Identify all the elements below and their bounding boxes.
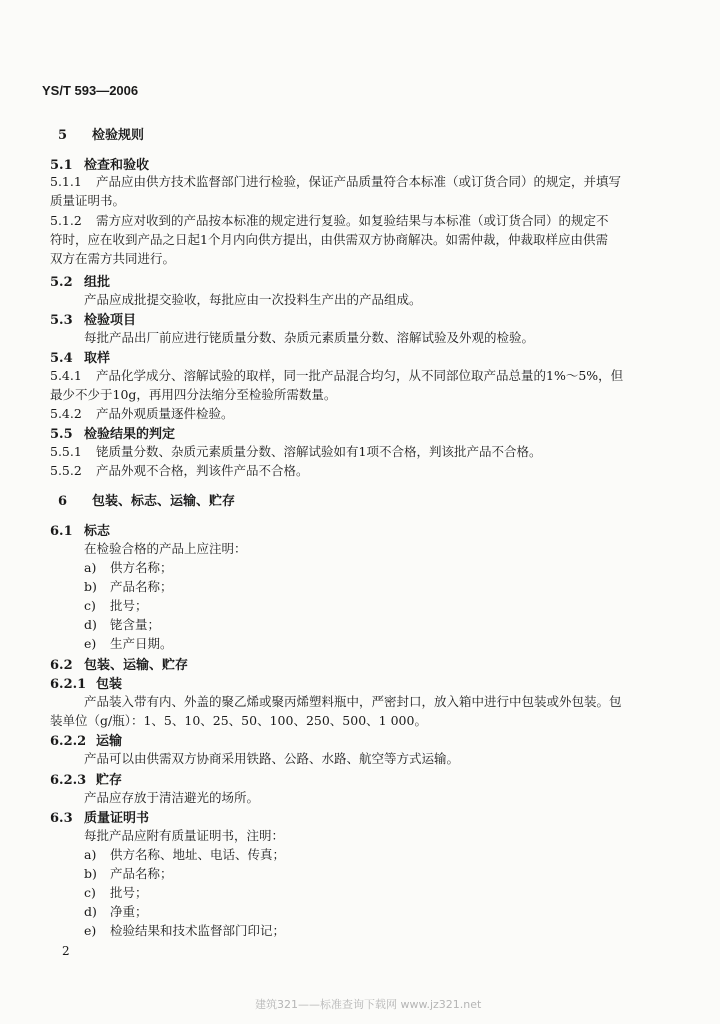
section-6-2-3-text: 产品应存放于清洁避光的场所。 xyxy=(84,790,260,805)
section-5-3-text: 每批产品出厂前应进行铑质量分数、杂质元素质量分数、溶解试验及外观的检验。 xyxy=(84,330,535,345)
list-item-text: 净重； xyxy=(110,904,148,919)
section-6-2-1-heading xyxy=(50,673,122,692)
clause-text: 产品外观质量逐件检验。 xyxy=(96,406,234,421)
section-title: 运输 xyxy=(96,734,123,749)
list-item xyxy=(84,845,285,863)
section-number: 6.3 xyxy=(50,811,73,826)
section-6-2-1-line2: 装单位（g/瓶）：1、5、10、25、50、100、250、500、1 000。 xyxy=(50,713,427,728)
section-number: 6.1 xyxy=(50,524,73,539)
page-number: 2 xyxy=(62,944,70,958)
section-number: 5 xyxy=(58,128,68,143)
document-header: YS/T 593—2006 xyxy=(42,83,139,98)
section-number: 5.5 xyxy=(50,427,73,442)
clause-5-1-2-line2: 符时，应在收到产品之日起1个月内向供方提出，由供需双方协商解决。如需仲裁，仲裁取样应由供需 xyxy=(50,232,608,247)
section-6-3-heading xyxy=(50,807,149,826)
section-5-2-heading xyxy=(50,271,110,290)
list-item xyxy=(84,883,148,901)
section-6-1-intro: 在检验合格的产品上应注明： xyxy=(84,541,247,556)
section-title: 贮存 xyxy=(96,773,123,788)
section-title: 检验结果的判定 xyxy=(84,427,176,442)
list-item-label: a) xyxy=(84,847,97,862)
section-title: 检查和验收 xyxy=(84,158,150,173)
list-item xyxy=(84,864,173,882)
section-6-2-2-text: 产品可以由供需双方协商采用铁路、公路、水路、航空等方式运输。 xyxy=(84,751,460,766)
list-item-label: d) xyxy=(84,904,97,919)
clause-number: 5.5.2 xyxy=(50,463,82,478)
watermark: 建筑321——标准查询下载网 www.jz321.net xyxy=(255,998,482,1011)
clause-text: 铑质量分数、杂质元素质量分数、溶解试验如有1项不合格，判该批产品不合格。 xyxy=(96,444,542,459)
section-title: 取样 xyxy=(84,351,111,366)
list-item xyxy=(84,921,285,939)
clause-5-4-1-line1 xyxy=(50,366,623,384)
section-title: 标志 xyxy=(84,524,111,539)
list-item-text: 批号； xyxy=(110,598,148,613)
list-item-label: e) xyxy=(84,923,97,938)
section-title: 包装、运输、贮存 xyxy=(84,658,189,673)
list-item-text: 生产日期。 xyxy=(110,636,173,651)
section-number: 5.2 xyxy=(50,275,73,290)
list-item-text: 供方名称、地址、电话、传真； xyxy=(110,847,286,862)
section-title: 包装 xyxy=(96,677,123,692)
list-item-label: e) xyxy=(84,636,97,651)
section-number: 6.2 xyxy=(50,658,73,673)
list-item xyxy=(84,577,173,595)
section-6-2-1-line1: 产品装入带有内、外盖的聚乙烯或聚丙烯塑料瓶中，严密封口，放入箱中进行中包装或外包装。包 xyxy=(84,694,622,709)
clause-5-4-2 xyxy=(50,404,234,422)
clause-number: 5.4.2 xyxy=(50,406,82,421)
section-6-1-heading xyxy=(50,520,110,539)
section-6-2-2-heading xyxy=(50,730,122,749)
list-item-label: c) xyxy=(84,598,96,613)
section-title: 质量证明书 xyxy=(84,811,150,826)
section-number: 6 xyxy=(58,494,68,509)
section-5-3-heading xyxy=(50,309,136,328)
clause-number: 5.1.1 xyxy=(50,174,82,189)
section-6-2-3-heading xyxy=(50,769,122,788)
list-item xyxy=(84,558,173,576)
clause-text: 需方应对收到的产品按本标准的规定进行复验。如复验结果与本标准（或订货合同）的规定不 xyxy=(96,213,609,228)
section-number: 5.1 xyxy=(50,158,73,173)
clause-5-5-1 xyxy=(50,442,541,460)
section-number: 6.2.1 xyxy=(50,677,87,692)
clause-text: 产品应由供方技术监督部门进行检验，保证产品质量符合本标准（或订货合同）的规定，并填写 xyxy=(96,174,622,189)
list-item-label: d) xyxy=(84,617,97,632)
list-item-text: 产品名称； xyxy=(110,866,173,881)
list-item-text: 产品名称； xyxy=(110,579,173,594)
clause-5-4-1-line2: 最少不少于10g，再用四分法缩分至检验所需数量。 xyxy=(50,387,337,402)
section-title: 检验规则 xyxy=(92,128,145,143)
clause-number: 5.1.2 xyxy=(50,213,82,228)
section-5-4-heading xyxy=(50,347,110,366)
list-item-text: 检验结果和技术监督部门印记； xyxy=(110,923,286,938)
section-6-heading xyxy=(58,490,235,509)
section-6-3-intro: 每批产品应附有质量证明书，注明： xyxy=(84,828,285,843)
clause-5-1-2-line3: 双方在需方共同进行。 xyxy=(50,251,176,266)
list-item-text: 铑含量； xyxy=(110,617,161,632)
section-5-2-text: 产品应成批提交验收，每批应由一次投料生产出的产品组成。 xyxy=(84,292,422,307)
clause-number: 5.4.1 xyxy=(50,368,82,383)
section-number: 6.2.3 xyxy=(50,773,87,788)
section-5-1-heading xyxy=(50,154,149,173)
section-5-5-heading xyxy=(50,423,175,442)
clause-number: 5.5.1 xyxy=(50,444,82,459)
section-title: 包装、标志、运输、贮存 xyxy=(92,494,236,509)
list-item xyxy=(84,634,173,652)
list-item xyxy=(84,615,160,633)
section-6-2-heading xyxy=(50,654,188,673)
list-item-label: b) xyxy=(84,579,97,594)
section-title: 检验项目 xyxy=(84,313,137,328)
section-5-heading xyxy=(58,124,144,143)
list-item xyxy=(84,596,148,614)
list-item xyxy=(84,902,148,920)
list-item-label: a) xyxy=(84,560,97,575)
clause-5-1-1-line1 xyxy=(50,172,621,190)
clause-5-1-2-line1 xyxy=(50,211,609,229)
section-number: 5.3 xyxy=(50,313,73,328)
list-item-text: 供方名称； xyxy=(110,560,173,575)
list-item-label: b) xyxy=(84,866,97,881)
clause-5-5-2 xyxy=(50,461,309,479)
list-item-label: c) xyxy=(84,885,96,900)
list-item-text: 批号； xyxy=(110,885,148,900)
section-number: 6.2.2 xyxy=(50,734,87,749)
clause-text: 产品外观不合格，判该件产品不合格。 xyxy=(96,463,309,478)
section-number: 5.4 xyxy=(50,351,73,366)
clause-text: 产品化学成分、溶解试验的取样，同一批产品混合均匀，从不同部位取产品总量的1%～5%，但 xyxy=(96,368,624,383)
section-title: 组批 xyxy=(84,275,111,290)
clause-5-1-1-line2: 质量证明书。 xyxy=(50,193,126,208)
